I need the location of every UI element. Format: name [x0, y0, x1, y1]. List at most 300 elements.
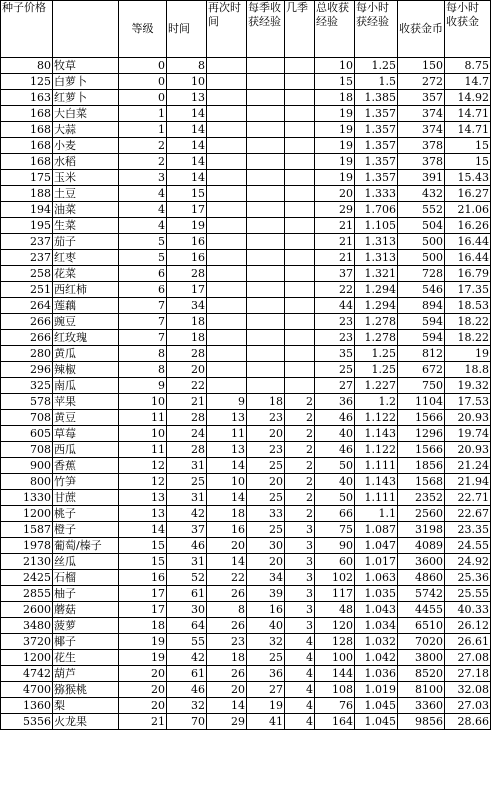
cell-exp-per-season: 30	[247, 538, 285, 554]
cell-seasons	[285, 138, 315, 154]
cell-seasons: 2	[285, 410, 315, 426]
cell-regrow-time: 14	[207, 458, 247, 474]
cell-exp-per-hour: 1.357	[355, 122, 398, 138]
cell-exp-per-hour: 1.032	[355, 634, 398, 650]
cell-exp-per-season	[247, 218, 285, 234]
cell-time: 55	[167, 634, 207, 650]
cell-exp-per-season	[247, 58, 285, 74]
cell-time: 24	[167, 426, 207, 442]
table-row	[1, 634, 491, 650]
cell-exp-per-hour: 1.294	[355, 298, 398, 314]
table-row	[1, 426, 491, 442]
cell-exp-per-hour: 1.035	[355, 586, 398, 602]
cell-gold: 594	[398, 330, 445, 346]
cell-time: 19	[167, 218, 207, 234]
cell-seasons: 2	[285, 474, 315, 490]
cell-total-exp: 40	[315, 426, 355, 442]
cell-seasons	[285, 250, 315, 266]
cell-gold-per-hour: 19.74	[445, 426, 491, 442]
cell-gold: 1856	[398, 458, 445, 474]
table-row	[1, 266, 491, 282]
table-row	[1, 394, 491, 410]
cell-exp-per-season: 23	[247, 442, 285, 458]
cell-level: 10	[119, 394, 167, 410]
table-row	[1, 522, 491, 538]
cell-regrow-time: 20	[207, 682, 247, 698]
cell-regrow-time: 20	[207, 538, 247, 554]
cell-regrow-time	[207, 250, 247, 266]
cell-seasons	[285, 170, 315, 186]
table-row	[1, 282, 491, 298]
cell-crop-name: 土豆	[53, 186, 119, 202]
table-row	[1, 490, 491, 506]
cell-crop-name: 西红柿	[53, 282, 119, 298]
cell-total-exp: 29	[315, 202, 355, 218]
cell-gold: 728	[398, 266, 445, 282]
cell-exp-per-season: 25	[247, 650, 285, 666]
cell-exp-per-hour: 1.313	[355, 234, 398, 250]
cell-exp-per-season	[247, 346, 285, 362]
cell-time: 61	[167, 586, 207, 602]
cell-exp-per-season: 27	[247, 682, 285, 698]
cell-seed-price: 175	[1, 170, 53, 186]
cell-seasons: 4	[285, 634, 315, 650]
cell-exp-per-hour: 1.706	[355, 202, 398, 218]
cell-time: 31	[167, 490, 207, 506]
cell-total-exp: 120	[315, 618, 355, 634]
cell-gold-per-hour: 26.12	[445, 618, 491, 634]
cell-crop-name: 南瓜	[53, 378, 119, 394]
cell-gold-per-hour: 16.27	[445, 186, 491, 202]
cell-gold: 3360	[398, 698, 445, 714]
cell-regrow-time: 18	[207, 650, 247, 666]
cell-level: 16	[119, 570, 167, 586]
cell-seasons: 3	[285, 602, 315, 618]
cell-seed-price: 280	[1, 346, 53, 362]
cell-level: 18	[119, 618, 167, 634]
cell-regrow-time: 10	[207, 474, 247, 490]
cell-exp-per-hour: 1.5	[355, 74, 398, 90]
cell-exp-per-hour: 1.122	[355, 442, 398, 458]
cell-level: 13	[119, 490, 167, 506]
cell-crop-name: 西瓜	[53, 442, 119, 458]
cell-seed-price: 800	[1, 474, 53, 490]
cell-exp-per-hour: 1.017	[355, 554, 398, 570]
cell-exp-per-season	[247, 314, 285, 330]
cell-total-exp: 19	[315, 138, 355, 154]
cell-crop-name: 牧草	[53, 58, 119, 74]
cell-exp-per-season	[247, 378, 285, 394]
cell-seasons	[285, 218, 315, 234]
cell-gold-per-hour: 22.67	[445, 506, 491, 522]
cell-total-exp: 60	[315, 554, 355, 570]
cell-seasons: 3	[285, 554, 315, 570]
cell-seasons: 2	[285, 490, 315, 506]
cell-seasons: 4	[285, 714, 315, 730]
cell-total-exp: 27	[315, 378, 355, 394]
cell-seed-price: 578	[1, 394, 53, 410]
table-row	[1, 218, 491, 234]
cell-total-exp: 37	[315, 266, 355, 282]
cell-total-exp: 108	[315, 682, 355, 698]
header-gold-per-hour: 每小时收获金	[445, 1, 491, 58]
cell-time: 18	[167, 314, 207, 330]
cell-level: 15	[119, 554, 167, 570]
cell-time: 28	[167, 266, 207, 282]
cell-exp-per-season: 20	[247, 554, 285, 570]
cell-total-exp: 164	[315, 714, 355, 730]
cell-level: 7	[119, 314, 167, 330]
cell-exp-per-hour: 1.111	[355, 458, 398, 474]
cell-crop-name: 甘蔗	[53, 490, 119, 506]
cell-regrow-time: 9	[207, 394, 247, 410]
cell-crop-name: 小麦	[53, 138, 119, 154]
cell-total-exp: 117	[315, 586, 355, 602]
cell-gold-per-hour: 21.06	[445, 202, 491, 218]
cell-seasons	[285, 314, 315, 330]
table-row	[1, 234, 491, 250]
cell-exp-per-season: 41	[247, 714, 285, 730]
cell-regrow-time: 16	[207, 522, 247, 538]
cell-regrow-time: 14	[207, 698, 247, 714]
cell-level: 4	[119, 186, 167, 202]
cell-crop-name: 柚子	[53, 586, 119, 602]
cell-time: 17	[167, 282, 207, 298]
cell-regrow-time: 22	[207, 570, 247, 586]
cell-gold-per-hour: 16.79	[445, 266, 491, 282]
table-row	[1, 154, 491, 170]
cell-level: 6	[119, 266, 167, 282]
cell-time: 32	[167, 698, 207, 714]
cell-gold: 378	[398, 138, 445, 154]
cell-seasons	[285, 154, 315, 170]
cell-gold: 812	[398, 346, 445, 362]
cell-seed-price: 1200	[1, 650, 53, 666]
cell-total-exp: 15	[315, 74, 355, 90]
cell-seasons: 4	[285, 666, 315, 682]
cell-total-exp: 22	[315, 282, 355, 298]
cell-exp-per-season	[247, 90, 285, 106]
cell-total-exp: 46	[315, 442, 355, 458]
cell-time: 16	[167, 234, 207, 250]
cell-time: 28	[167, 442, 207, 458]
cell-gold: 552	[398, 202, 445, 218]
cell-gold-per-hour: 27.08	[445, 650, 491, 666]
cell-level: 13	[119, 506, 167, 522]
cell-total-exp: 90	[315, 538, 355, 554]
cell-gold: 391	[398, 170, 445, 186]
cell-crop-name: 草莓	[53, 426, 119, 442]
cell-time: 22	[167, 378, 207, 394]
table-row	[1, 650, 491, 666]
cell-exp-per-hour: 1.385	[355, 90, 398, 106]
cell-gold-per-hour: 16.26	[445, 218, 491, 234]
cell-seasons	[285, 122, 315, 138]
cell-level: 8	[119, 346, 167, 362]
cell-crop-name: 葡萄/榛子	[53, 538, 119, 554]
cell-seed-price: 237	[1, 250, 53, 266]
cell-exp-per-hour: 1.122	[355, 410, 398, 426]
cell-exp-per-hour: 1.227	[355, 378, 398, 394]
cell-exp-per-hour: 1.278	[355, 314, 398, 330]
cell-level: 2	[119, 154, 167, 170]
cell-seed-price: 125	[1, 74, 53, 90]
cell-regrow-time	[207, 266, 247, 282]
cell-level: 8	[119, 362, 167, 378]
cell-seed-price: 163	[1, 90, 53, 106]
cell-gold: 4455	[398, 602, 445, 618]
table-row	[1, 58, 491, 74]
header-regrow-time: 再次时间	[207, 1, 247, 58]
header-seed-price: 种子价格	[1, 1, 53, 58]
cell-seed-price: 1200	[1, 506, 53, 522]
cell-time: 31	[167, 458, 207, 474]
cell-level: 15	[119, 538, 167, 554]
table-row	[1, 682, 491, 698]
cell-seasons: 2	[285, 442, 315, 458]
cell-gold: 672	[398, 362, 445, 378]
cell-seasons: 3	[285, 538, 315, 554]
cell-level: 12	[119, 458, 167, 474]
table-row	[1, 250, 491, 266]
cell-gold-per-hour: 18.22	[445, 314, 491, 330]
cell-time: 16	[167, 250, 207, 266]
table-row	[1, 106, 491, 122]
cell-gold-per-hour: 16.44	[445, 250, 491, 266]
cell-time: 25	[167, 474, 207, 490]
cell-total-exp: 48	[315, 602, 355, 618]
cell-total-exp: 76	[315, 698, 355, 714]
table-row	[1, 506, 491, 522]
cell-exp-per-hour: 1.036	[355, 666, 398, 682]
cell-regrow-time	[207, 90, 247, 106]
table-row	[1, 698, 491, 714]
cell-time: 18	[167, 330, 207, 346]
cell-gold: 500	[398, 234, 445, 250]
cell-seed-price: 605	[1, 426, 53, 442]
cell-seasons	[285, 202, 315, 218]
cell-crop-name: 火龙果	[53, 714, 119, 730]
cell-seed-price: 708	[1, 410, 53, 426]
cell-crop-name: 香蕉	[53, 458, 119, 474]
cell-regrow-time	[207, 298, 247, 314]
cell-level: 20	[119, 682, 167, 698]
cell-gold-per-hour: 27.03	[445, 698, 491, 714]
cell-gold: 6510	[398, 618, 445, 634]
cell-exp-per-hour: 1.1	[355, 506, 398, 522]
cell-gold-per-hour: 14.92	[445, 90, 491, 106]
cell-total-exp: 25	[315, 362, 355, 378]
cell-exp-per-hour: 1.357	[355, 138, 398, 154]
cell-seed-price: 266	[1, 330, 53, 346]
cell-regrow-time: 8	[207, 602, 247, 618]
cell-total-exp: 23	[315, 330, 355, 346]
cell-gold-per-hour: 18.22	[445, 330, 491, 346]
cell-exp-per-season: 18	[247, 394, 285, 410]
cell-crop-name: 猕猴桃	[53, 682, 119, 698]
cell-time: 42	[167, 650, 207, 666]
cell-exp-per-hour: 1.333	[355, 186, 398, 202]
cell-crop-name: 莲藕	[53, 298, 119, 314]
cell-gold-per-hour: 15	[445, 138, 491, 154]
cell-gold-per-hour: 32.08	[445, 682, 491, 698]
cell-exp-per-hour: 1.087	[355, 522, 398, 538]
cell-exp-per-season: 33	[247, 506, 285, 522]
header-gold: 收获金币	[398, 1, 445, 58]
cell-exp-per-season: 19	[247, 698, 285, 714]
cell-crop-name: 白萝卜	[53, 74, 119, 90]
cell-exp-per-season: 32	[247, 634, 285, 650]
cell-gold-per-hour: 15.43	[445, 170, 491, 186]
cell-exp-per-season	[247, 186, 285, 202]
cell-level: 0	[119, 58, 167, 74]
cell-seed-price: 708	[1, 442, 53, 458]
cell-seasons	[285, 234, 315, 250]
cell-exp-per-hour: 1.045	[355, 714, 398, 730]
cell-time: 28	[167, 410, 207, 426]
cell-crop-name: 蘑菇	[53, 602, 119, 618]
cell-total-exp: 20	[315, 186, 355, 202]
cell-seed-price: 168	[1, 154, 53, 170]
table-row	[1, 346, 491, 362]
cell-gold-per-hour: 24.55	[445, 538, 491, 554]
cell-gold: 3600	[398, 554, 445, 570]
cell-seasons	[285, 58, 315, 74]
cell-gold-per-hour: 25.36	[445, 570, 491, 586]
cell-seasons	[285, 362, 315, 378]
cell-crop-name: 红玫瑰	[53, 330, 119, 346]
cell-time: 52	[167, 570, 207, 586]
cell-seed-price: 168	[1, 106, 53, 122]
cell-level: 0	[119, 90, 167, 106]
table-body	[1, 58, 491, 730]
cell-regrow-time: 26	[207, 666, 247, 682]
cell-exp-per-season	[247, 298, 285, 314]
cell-exp-per-hour: 1.2	[355, 394, 398, 410]
cell-regrow-time: 14	[207, 554, 247, 570]
cell-exp-per-hour: 1.25	[355, 346, 398, 362]
cell-exp-per-hour: 1.313	[355, 250, 398, 266]
table-row	[1, 314, 491, 330]
cell-seasons	[285, 298, 315, 314]
table-row	[1, 362, 491, 378]
cell-level: 1	[119, 122, 167, 138]
cell-seed-price: 1330	[1, 490, 53, 506]
cell-gold: 1104	[398, 394, 445, 410]
cell-seed-price: 80	[1, 58, 53, 74]
cell-exp-per-hour: 1.043	[355, 602, 398, 618]
table-row	[1, 90, 491, 106]
table-row	[1, 330, 491, 346]
cell-seed-price: 195	[1, 218, 53, 234]
cell-regrow-time	[207, 330, 247, 346]
cell-regrow-time	[207, 218, 247, 234]
cell-exp-per-hour: 1.111	[355, 490, 398, 506]
cell-crop-name: 豌豆	[53, 314, 119, 330]
cell-gold: 378	[398, 154, 445, 170]
cell-seed-price: 194	[1, 202, 53, 218]
cell-seasons	[285, 378, 315, 394]
cell-crop-name: 花菜	[53, 266, 119, 282]
cell-exp-per-season	[247, 330, 285, 346]
cell-exp-per-hour: 1.047	[355, 538, 398, 554]
cell-gold-per-hour: 24.92	[445, 554, 491, 570]
cell-crop-name: 黄豆	[53, 410, 119, 426]
cell-seed-price: 1360	[1, 698, 53, 714]
cell-level: 0	[119, 74, 167, 90]
cell-level: 19	[119, 634, 167, 650]
table-row	[1, 538, 491, 554]
cell-exp-per-season	[247, 74, 285, 90]
cell-seed-price: 5356	[1, 714, 53, 730]
cell-exp-per-season: 25	[247, 458, 285, 474]
cell-total-exp: 50	[315, 490, 355, 506]
cell-total-exp: 19	[315, 122, 355, 138]
cell-level: 7	[119, 330, 167, 346]
cell-total-exp: 19	[315, 106, 355, 122]
cell-crop-name: 石榴	[53, 570, 119, 586]
cell-time: 20	[167, 362, 207, 378]
cell-time: 10	[167, 74, 207, 90]
cell-time: 46	[167, 538, 207, 554]
cell-total-exp: 21	[315, 218, 355, 234]
cell-regrow-time: 13	[207, 442, 247, 458]
table-row	[1, 74, 491, 90]
cell-gold: 8520	[398, 666, 445, 682]
cell-gold-per-hour: 17.53	[445, 394, 491, 410]
header-level: 等级	[119, 1, 167, 58]
cell-gold-per-hour: 21.94	[445, 474, 491, 490]
cell-level: 19	[119, 650, 167, 666]
cell-exp-per-hour: 1.294	[355, 282, 398, 298]
table-row	[1, 586, 491, 602]
cell-time: 61	[167, 666, 207, 682]
cell-exp-per-season: 34	[247, 570, 285, 586]
cell-exp-per-hour: 1.25	[355, 362, 398, 378]
cell-regrow-time	[207, 234, 247, 250]
cell-crop-name: 橙子	[53, 522, 119, 538]
cell-time: 70	[167, 714, 207, 730]
cell-seed-price: 325	[1, 378, 53, 394]
cell-level: 21	[119, 714, 167, 730]
cell-seed-price: 2130	[1, 554, 53, 570]
cell-exp-per-season: 39	[247, 586, 285, 602]
table-row	[1, 570, 491, 586]
cell-level: 11	[119, 442, 167, 458]
cell-regrow-time: 11	[207, 426, 247, 442]
cell-total-exp: 23	[315, 314, 355, 330]
cell-exp-per-season: 36	[247, 666, 285, 682]
cell-regrow-time	[207, 378, 247, 394]
cell-exp-per-season	[247, 234, 285, 250]
cell-gold: 1568	[398, 474, 445, 490]
cell-exp-per-hour: 1.357	[355, 170, 398, 186]
cell-seed-price: 4742	[1, 666, 53, 682]
cell-regrow-time: 14	[207, 490, 247, 506]
cell-gold: 1296	[398, 426, 445, 442]
cell-level: 1	[119, 106, 167, 122]
cell-regrow-time	[207, 138, 247, 154]
cell-gold-per-hour: 27.18	[445, 666, 491, 682]
cell-exp-per-hour: 1.278	[355, 330, 398, 346]
cell-regrow-time	[207, 58, 247, 74]
cell-regrow-time	[207, 154, 247, 170]
cell-total-exp: 128	[315, 634, 355, 650]
cell-level: 10	[119, 426, 167, 442]
cell-seasons: 4	[285, 650, 315, 666]
cell-time: 46	[167, 682, 207, 698]
cell-gold-per-hour: 21.24	[445, 458, 491, 474]
